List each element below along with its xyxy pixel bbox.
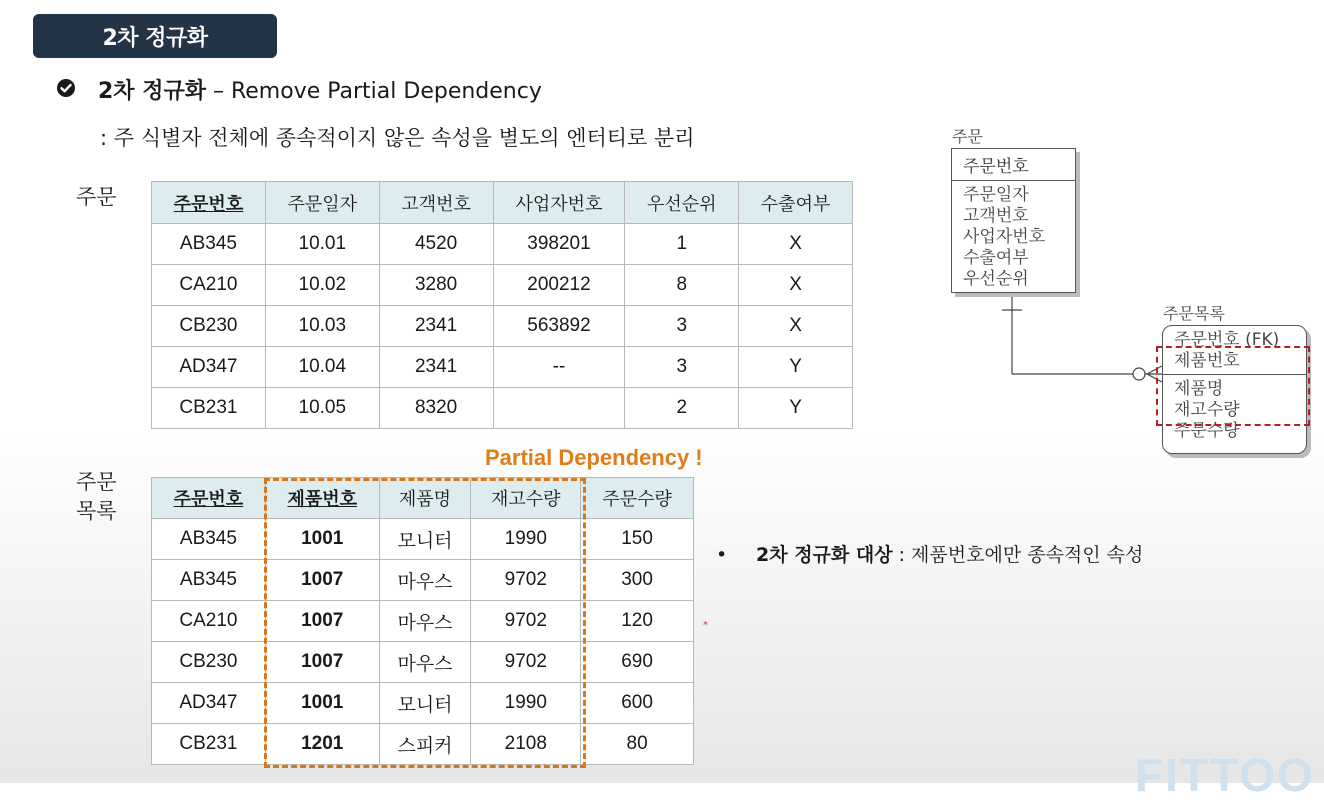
items-table-cell: 마우스 bbox=[379, 601, 471, 642]
items-table-cell: CB231 bbox=[152, 724, 266, 765]
watermark: FITTOO bbox=[1135, 749, 1315, 801]
order-table-cell: 8 bbox=[625, 265, 739, 306]
erd-attribute: 수출여부 bbox=[963, 248, 1029, 268]
erd-attribute: 고객번호 bbox=[963, 206, 1029, 226]
items-table-cell: AB345 bbox=[152, 560, 266, 601]
order-table-row bbox=[152, 306, 853, 347]
order-table-row bbox=[152, 388, 853, 429]
order-table-cell: X bbox=[739, 224, 853, 265]
erd-order-entity bbox=[951, 148, 1076, 293]
items-table-cell: 150 bbox=[581, 519, 694, 560]
order-table-cell: Y bbox=[739, 388, 853, 429]
items-table-header-row bbox=[152, 478, 694, 519]
items-table-cell: 모니터 bbox=[379, 519, 471, 560]
items-table-cell: 9702 bbox=[471, 642, 581, 683]
erd-attribute: 재고수량 bbox=[1174, 400, 1240, 420]
erd-order-attributes bbox=[952, 181, 1075, 290]
order-table-cell: CB231 bbox=[152, 388, 266, 429]
order-table-header-row bbox=[152, 182, 853, 224]
erd-relationship-line bbox=[990, 290, 1165, 390]
items-label-line1: 주문 bbox=[76, 470, 117, 494]
order-table-header-cell: 수출여부 bbox=[739, 182, 853, 224]
order-table-cell: AD347 bbox=[152, 347, 266, 388]
items-table-cell: 2108 bbox=[471, 724, 581, 765]
items-table-header-cell: 주문수량 bbox=[581, 478, 694, 519]
section-title: 2차 정규화 bbox=[33, 14, 277, 58]
order-table-cell: CB230 bbox=[152, 306, 266, 347]
order-table-cell: 10.03 bbox=[265, 306, 379, 347]
headline bbox=[98, 74, 542, 105]
erd-attribute: 제품명 bbox=[1174, 379, 1224, 399]
check-circle-icon bbox=[56, 78, 76, 98]
order-table-cell: 10.02 bbox=[265, 265, 379, 306]
note-rest: : 제품번호에만 종속적인 속성 bbox=[892, 544, 1144, 566]
order-table-cell: 398201 bbox=[493, 224, 625, 265]
erd-attribute: 주문일자 bbox=[963, 185, 1029, 205]
items-table-row bbox=[152, 642, 694, 683]
order-items-table bbox=[151, 477, 694, 765]
items-table-cell: 300 bbox=[581, 560, 694, 601]
items-table-cell: 1990 bbox=[471, 683, 581, 724]
items-table-cell: 1007 bbox=[265, 601, 379, 642]
items-table-cell: 120 bbox=[581, 601, 694, 642]
order-table-cell: 200212 bbox=[493, 265, 625, 306]
items-table-cell: 스피커 bbox=[379, 724, 471, 765]
bullet-dot: • bbox=[716, 544, 728, 566]
order-table-row bbox=[152, 347, 853, 388]
headline-rest: – Remove Partial Dependency bbox=[205, 79, 542, 104]
items-label-line2: 목록 bbox=[76, 499, 117, 523]
items-table-row bbox=[152, 601, 694, 642]
items-table-cell: 1007 bbox=[265, 642, 379, 683]
partial-dependency-label: Partial Dependency ! bbox=[485, 445, 703, 470]
order-table-cell: 10.04 bbox=[265, 347, 379, 388]
erd-attribute: 주문수량 bbox=[1174, 421, 1240, 441]
items-table-cell: 1001 bbox=[265, 519, 379, 560]
order-table-cell bbox=[493, 388, 625, 429]
order-table-header-cell: 사업자번호 bbox=[493, 182, 625, 224]
order-table-row bbox=[152, 265, 853, 306]
order-table-cell: 3 bbox=[625, 306, 739, 347]
items-table-cell: CB230 bbox=[152, 642, 266, 683]
items-table-cell: 9702 bbox=[471, 560, 581, 601]
order-table-cell: CA210 bbox=[152, 265, 266, 306]
items-table-row bbox=[152, 724, 694, 765]
subtitle: : 주 식별자 전체에 종속적이지 않은 속성을 별도의 엔터티로 분리 bbox=[100, 126, 695, 150]
order-table-cell: 563892 bbox=[493, 306, 625, 347]
normalization-target-note bbox=[716, 540, 1143, 567]
items-table-cell: CA210 bbox=[152, 601, 266, 642]
items-table-header-cell: 주문번호 bbox=[152, 478, 266, 519]
order-table-cell: X bbox=[739, 265, 853, 306]
erd-attribute: 우선순위 bbox=[963, 269, 1029, 289]
items-table-cell: AB345 bbox=[152, 519, 266, 560]
order-table-header-cell: 우선순위 bbox=[625, 182, 739, 224]
order-table-row bbox=[152, 224, 853, 265]
erd-partial-highlight bbox=[1156, 346, 1310, 426]
erd-items-pk-product: 제품번호 bbox=[1174, 351, 1240, 371]
order-table bbox=[151, 181, 853, 429]
order-table-cell: 3 bbox=[625, 347, 739, 388]
order-table-cell: 4520 bbox=[379, 224, 493, 265]
erd-items-entity-name: 주문목록 bbox=[1163, 304, 1225, 323]
headline-main: 2차 정규화 bbox=[98, 79, 206, 104]
items-table-header-cell: 제품번호 bbox=[265, 478, 379, 519]
items-table-label bbox=[76, 468, 117, 526]
items-table-header-cell: 재고수량 bbox=[471, 478, 581, 519]
items-table-row bbox=[152, 560, 694, 601]
items-table-cell: 마우스 bbox=[379, 642, 471, 683]
items-table-cell: 600 bbox=[581, 683, 694, 724]
items-table-cell: 모니터 bbox=[379, 683, 471, 724]
items-table-cell: 1007 bbox=[265, 560, 379, 601]
order-table-cell: 2 bbox=[625, 388, 739, 429]
order-table-header-cell: 주문번호 bbox=[152, 182, 266, 224]
order-table-header-cell: 고객번호 bbox=[379, 182, 493, 224]
order-table-cell: 8320 bbox=[379, 388, 493, 429]
order-table-cell: 3280 bbox=[379, 265, 493, 306]
items-table-cell: 690 bbox=[581, 642, 694, 683]
items-table-cell: 1201 bbox=[265, 724, 379, 765]
items-table-row bbox=[152, 519, 694, 560]
order-table-cell: X bbox=[739, 306, 853, 347]
order-table-cell: 10.05 bbox=[265, 388, 379, 429]
items-table-cell: 1990 bbox=[471, 519, 581, 560]
order-table-cell: 10.01 bbox=[265, 224, 379, 265]
items-table-cell: 80 bbox=[581, 724, 694, 765]
erd-attribute: 사업자번호 bbox=[963, 227, 1046, 247]
order-table-label: 주문 bbox=[76, 185, 117, 209]
items-table-cell: 마우스 bbox=[379, 560, 471, 601]
items-table-row bbox=[152, 683, 694, 724]
items-table-cell: 1001 bbox=[265, 683, 379, 724]
items-table-cell: AD347 bbox=[152, 683, 266, 724]
order-table-cell: AB345 bbox=[152, 224, 266, 265]
order-table-cell: Y bbox=[739, 347, 853, 388]
erd-items-pk-fk: 주문번호 (FK) bbox=[1174, 330, 1280, 350]
erd-order-entity-name: 주문 bbox=[952, 127, 983, 146]
erd-order-pk: 주문번호 bbox=[952, 149, 1075, 181]
stray-mark: * bbox=[703, 620, 708, 631]
note-bold: 2차 정규화 대상 bbox=[756, 544, 893, 566]
order-table-cell: 1 bbox=[625, 224, 739, 265]
order-table-cell: 2341 bbox=[379, 347, 493, 388]
order-table-header-cell: 주문일자 bbox=[265, 182, 379, 224]
items-table-cell: 9702 bbox=[471, 601, 581, 642]
order-table-cell: -- bbox=[493, 347, 625, 388]
order-table-cell: 2341 bbox=[379, 306, 493, 347]
items-table-header-cell: 제품명 bbox=[379, 478, 471, 519]
